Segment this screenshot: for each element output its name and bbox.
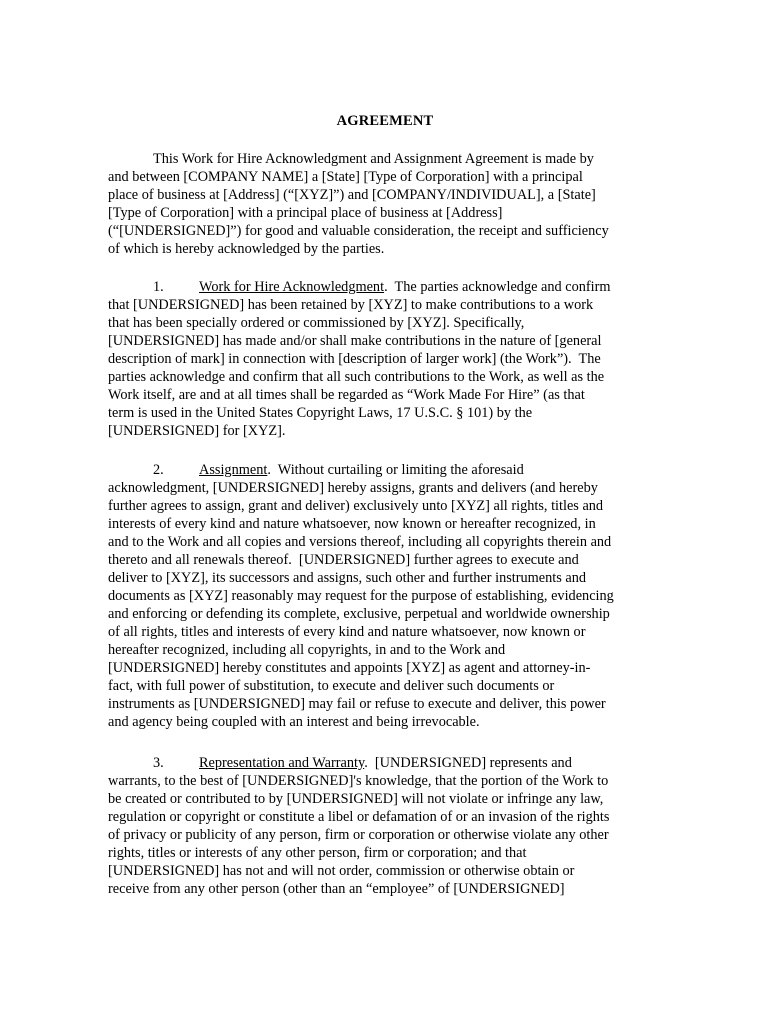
section-3-first-line <box>153 754 572 772</box>
section-line: receive from any other person (other than an “employee” of [UNDERSIGNED] <box>108 881 565 897</box>
section-number: 2. <box>153 462 164 478</box>
intro-line: and between [COMPANY NAME] a [State] [Type of Corporation] with a principal <box>108 169 583 185</box>
section-number: 1. <box>153 279 164 295</box>
section-line: of privacy or publicity of any person, firm or corporation or otherwise violate any other <box>108 827 609 843</box>
section-line: that [UNDERSIGNED] has been retained by [XYZ] to make contributions to a work <box>108 297 594 313</box>
section-number: 3. <box>153 755 164 771</box>
section-line: deliver to [XYZ], its successors and assigns, such other and further instruments and <box>108 570 587 586</box>
section-line: regulation or copyright or constitute a libel or defamation of or an invasion of the rights <box>108 809 610 825</box>
section-line: description of mark] in connection with [description of larger work] (the Work”). The <box>108 351 601 367</box>
section-heading: Representation and Warranty <box>199 755 365 771</box>
intro-line: This Work for Hire Acknowledgment and Assignment Agreement is made by <box>153 151 594 167</box>
section-2-first-line <box>153 461 524 479</box>
section-line: [UNDERSIGNED] hereby constitutes and appoints [XYZ] as agent and attorney-in- <box>108 660 591 676</box>
section-line: parties acknowledge and confirm that all such contributions to the Work, as well as the <box>108 369 605 385</box>
section-text: . [UNDERSIGNED] represents and <box>364 755 572 771</box>
section-heading: Work for Hire Acknowledgment <box>199 279 385 295</box>
section-line: hereafter recognized, including all copyrights, in and to the Work and <box>108 642 506 658</box>
section-line: thereto and all renewals thereof. [UNDERSIGNED] further agrees to execute and <box>108 552 579 568</box>
section-line: of all rights, titles and interests of every kind and nature whatsoever, now known or <box>108 624 586 640</box>
section-line: instruments as [UNDERSIGNED] may fail or refuse to execute and deliver, this power <box>108 696 606 712</box>
section-line: that has been specially ordered or commissioned by [XYZ]. Specifically, <box>108 315 525 331</box>
section-text: . Without curtailing or limiting the aforesaid <box>267 462 524 478</box>
section-line: and to the Work and all copies and versions thereof, including all copyrights therein and <box>108 534 612 550</box>
section-1-first-line <box>153 278 610 296</box>
document-title: AGREEMENT <box>336 113 434 129</box>
section-line: and enforcing or defending its complete, exclusive, perpetual and worldwide ownership <box>108 606 610 622</box>
section-line: acknowledgment, [UNDERSIGNED] hereby assigns, grants and delivers (and hereby <box>108 480 598 496</box>
section-line: Work itself, are and at all times shall be regarded as “Work Made For Hire” (as that <box>108 387 585 403</box>
section-line: further agrees to assign, grant and deliver) exclusively unto [XYZ] all rights, titles and <box>108 498 604 514</box>
section-line: interests of every kind and nature whatsoever, now known or hereafter recognized, in <box>108 516 596 532</box>
section-line: [UNDERSIGNED] for [XYZ]. <box>108 423 286 439</box>
section-line: be created or contributed to by [UNDERSIGNED] will not violate or infringe any law, <box>108 791 604 807</box>
section-text: . The parties acknowledge and confirm <box>384 279 611 295</box>
intro-line: (“[UNDERSIGNED]”) for good and valuable consideration, the receipt and sufficiency <box>108 223 609 239</box>
section-line: [UNDERSIGNED] has made and/or shall make contributions in the nature of [general <box>108 333 602 349</box>
section-heading: Assignment <box>199 462 268 478</box>
section-line: and agency being coupled with an interest and being irrevocable. <box>108 714 480 730</box>
intro-line: place of business at [Address] (“[XYZ]”) and [COMPANY/INDIVIDUAL], a [State] <box>108 187 596 203</box>
section-line: rights, titles or interests of any other person, firm or corporation; and that <box>108 845 527 861</box>
section-line: fact, with full power of substitution, to execute and deliver such documents or <box>108 678 555 694</box>
section-line: term is used in the United States Copyright Laws, 17 U.S.C. § 101) by the <box>108 405 533 421</box>
section-line: documents as [XYZ] reasonably may request for the purpose of establishing, evidencing <box>108 588 614 604</box>
section-line: warrants, to the best of [UNDERSIGNED]'s knowledge, that the portion of the Work to <box>108 773 609 789</box>
intro-line: [Type of Corporation] with a principal place of business at [Address] <box>108 205 503 221</box>
intro-line: of which is hereby acknowledged by the parties. <box>108 241 385 257</box>
section-line: [UNDERSIGNED] has not and will not order, commission or otherwise obtain or <box>108 863 575 879</box>
